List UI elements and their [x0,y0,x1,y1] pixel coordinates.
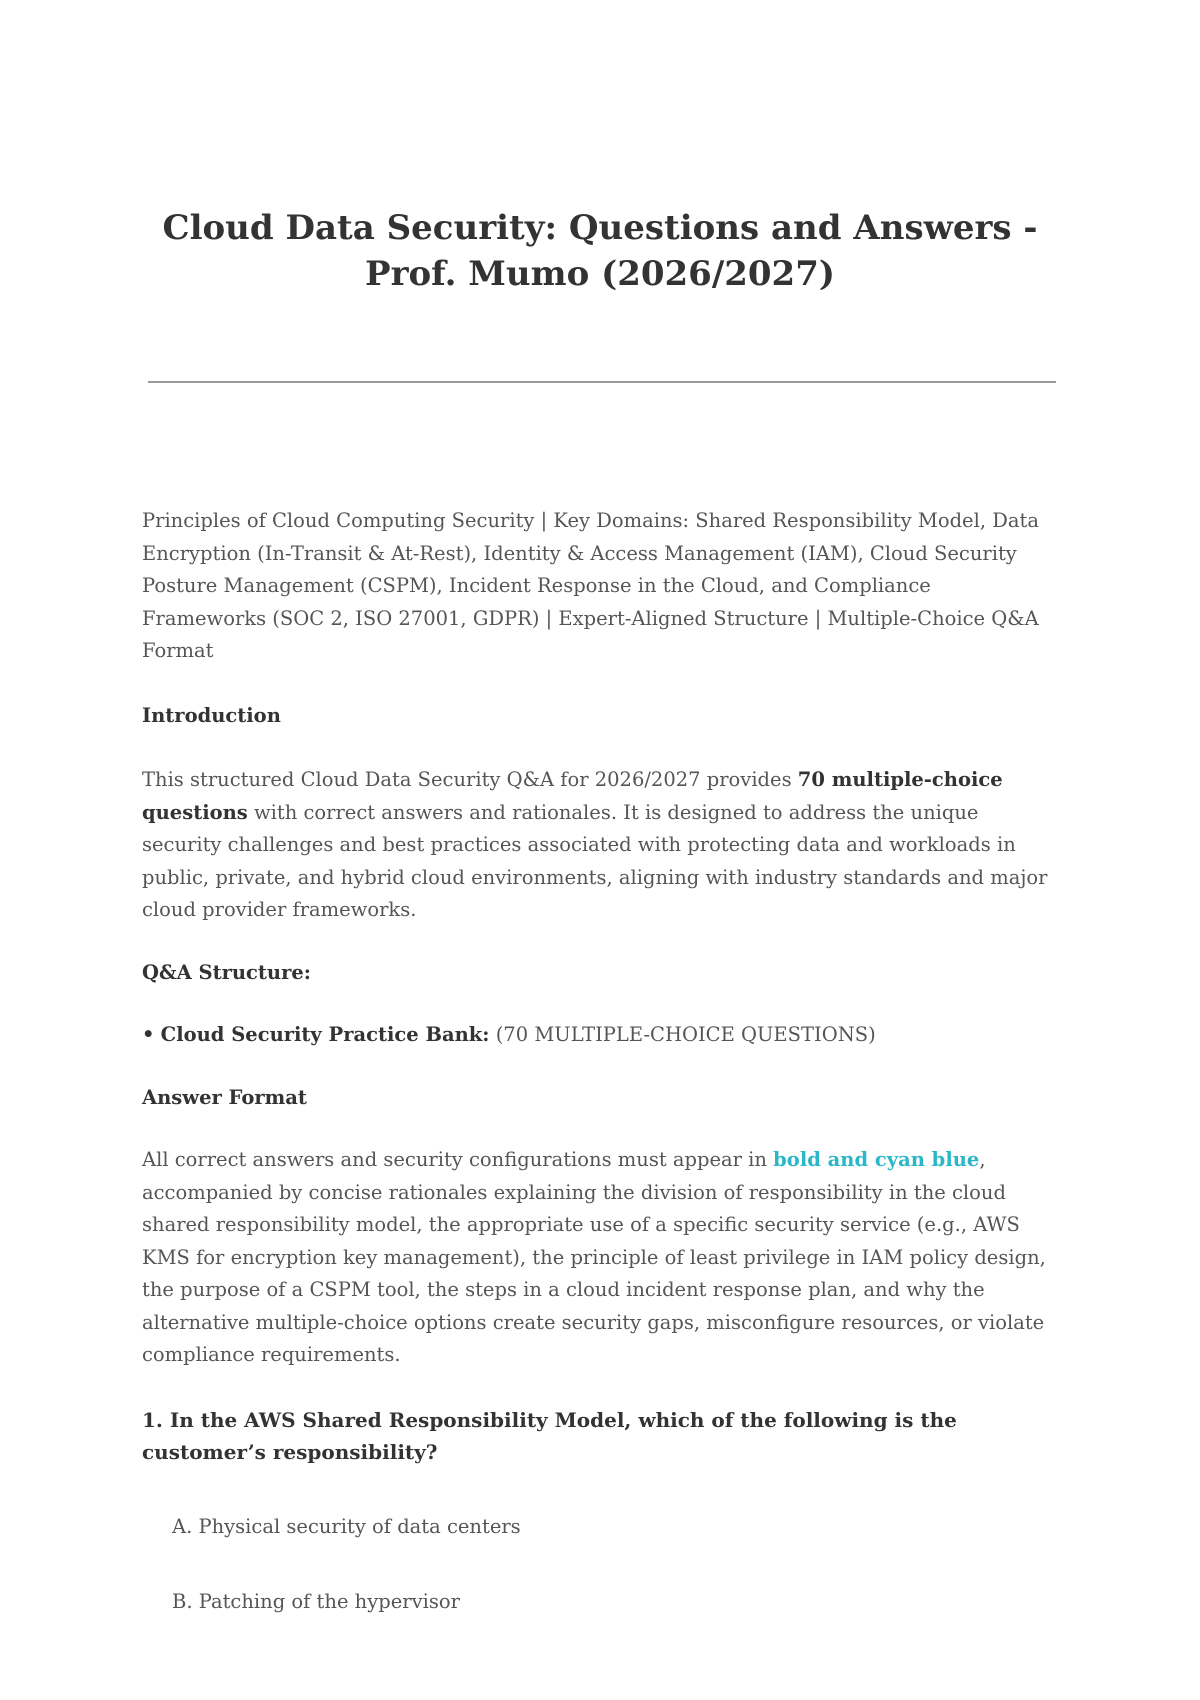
question-1-option-b: B. Patching of the hypervisor [172,1590,460,1613]
answer-format-highlight: bold and cyan blue [773,1148,980,1171]
introduction-paragraph [142,764,1052,927]
answer-format-text-before: All correct answers and security configurations must appear in [142,1148,774,1171]
answer-format-paragraph [142,1144,1052,1372]
introduction-text-before: This structured Cloud Data Security Q&A for 2026/2027 provides [142,768,798,791]
document-body [142,505,1052,1619]
answer-format-text-after: , accompanied by concise rationales explaining the division of responsibility in the cloud shared responsibility model, the appropriate use of a specific security service (e.g., AWS KMS for encryption key management), the principle of least privilege in IAM policy design, the purpose of a CSPM tool, the steps in a cloud incident response plan, and why the alternative multiple-choice options create security gaps, misconfigure resources, or violate compliance requirements. [142,1148,1046,1366]
qa-structure-item-bold: Cloud Security Practice Bank: [160,1023,490,1046]
title-divider [148,381,1056,383]
question-1-text: 1. In the AWS Shared Responsibility Model, which of the following is the customer’s responsibility? [142,1407,957,1464]
subtitle-paragraph: Principles of Cloud Computing Security | Key Domains: Shared Responsibility Model, Data Encryption (In-Transit & At-Rest), Identity & Access Management (IAM), Cloud Security Posture Management (CSPM), Incident Response in the Cloud, and Compliance Frameworks (SOC 2, ISO 27001, GDPR) | Expert-Aligned Structure | Multiple-Choice Q&A Format [142,509,1039,662]
document-title: Cloud Data Security: Questions and Answers - Prof. Mumo (2026/2027) [162,208,1038,294]
qa-structure-item-text: (70 MULTIPLE-CHOICE QUESTIONS) [489,1023,876,1046]
introduction-text-after: with correct answers and rationales. It is designed to address the unique security challenges and best practices associated with protecting data and workloads in public, private, and hybrid cloud environments, aligning with industry standards and major cloud provider frameworks. [142,800,1048,921]
bullet-icon: • [142,1023,155,1046]
answer-format-heading: Answer Format [142,1085,307,1109]
question-1-option-a: A. Physical security of data centers [172,1514,521,1538]
introduction-heading: Introduction [142,703,281,727]
qa-structure-heading: Q&A Structure: [142,960,311,984]
qa-structure-item [142,1019,1052,1052]
introduction-text-bold: 70 multiple-choice questions [142,768,1003,824]
